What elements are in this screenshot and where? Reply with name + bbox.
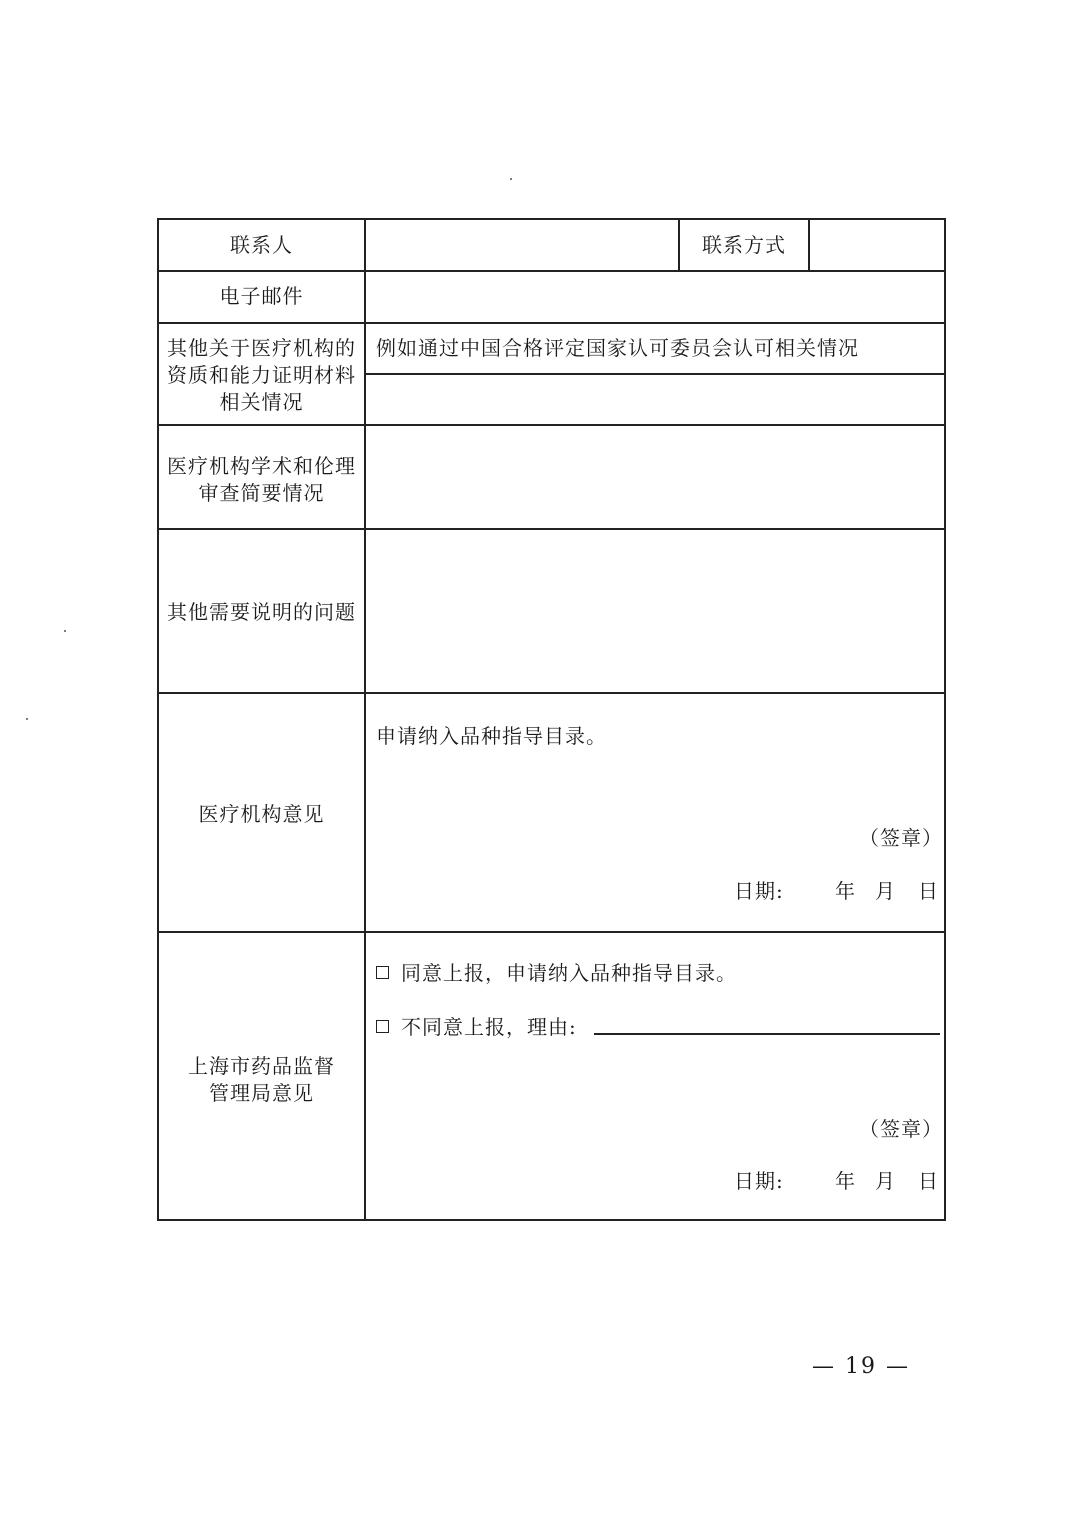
row-divider	[159, 931, 946, 933]
bureau-opinion-label-line-2: 管理局意见	[209, 1081, 314, 1105]
agree-option	[376, 960, 737, 987]
qualification-label-line-1: 其他关于医疗机构的	[167, 336, 356, 360]
institution-date-day: 日	[918, 879, 939, 903]
row-divider	[159, 322, 946, 324]
contact-person-field[interactable]	[366, 220, 678, 270]
institution-seal-label: （签章）	[859, 826, 943, 850]
disagree-reason-line[interactable]	[594, 1033, 940, 1035]
scan-speck	[26, 718, 28, 720]
other-issues-label: 其他需要说明的问题	[167, 600, 356, 624]
agree-checkbox[interactable]	[376, 966, 389, 979]
ethics-review-label-line-1: 医疗机构学术和伦理	[167, 454, 356, 478]
application-form-table	[157, 218, 946, 1221]
institution-opinion-statement: 申请纳入品种指导目录。	[376, 724, 607, 748]
email-field[interactable]	[366, 272, 946, 322]
disagree-option-label: 不同意上报，理由:	[401, 1015, 577, 1039]
contact-person-label: 联系人	[230, 233, 293, 257]
institution-date-label: 日期:	[734, 879, 784, 903]
contact-method-field[interactable]	[810, 220, 946, 270]
scan-speck	[510, 178, 512, 180]
institution-date-month: 月	[875, 879, 896, 903]
qualification-label-line-3: 相关情况	[219, 390, 304, 414]
bureau-date-label: 日期:	[734, 1169, 784, 1193]
agree-option-label: 同意上报，申请纳入品种指导目录。	[401, 961, 737, 985]
disagree-option	[376, 1014, 577, 1041]
ethics-review-field[interactable]	[366, 426, 946, 528]
qualification-example-text: 例如通过中国合格评定国家认可委员会认可相关情况	[376, 336, 859, 360]
bureau-opinion-label-line-1: 上海市药品监督	[188, 1054, 335, 1078]
institution-opinion-label: 医疗机构意见	[198, 802, 325, 826]
row-divider	[159, 692, 946, 694]
qualification-label-line-2: 资质和能力证明材料	[167, 363, 356, 387]
bureau-date-month: 月	[875, 1169, 896, 1193]
other-issues-field[interactable]	[366, 530, 946, 692]
qualification-detail-field[interactable]	[366, 375, 946, 424]
disagree-checkbox[interactable]	[376, 1020, 389, 1033]
email-label: 电子邮件	[219, 284, 304, 308]
bureau-date-year: 年	[835, 1169, 856, 1193]
column-divider	[364, 220, 366, 1221]
bureau-date-day: 日	[918, 1169, 939, 1193]
institution-date-year: 年	[835, 879, 856, 903]
bureau-seal-label: （签章）	[859, 1117, 943, 1141]
ethics-review-label-line-2: 审查简要情况	[198, 481, 325, 505]
scan-speck	[64, 630, 66, 632]
page-number: — 19 —	[812, 1354, 910, 1379]
contact-method-label: 联系方式	[702, 233, 786, 257]
